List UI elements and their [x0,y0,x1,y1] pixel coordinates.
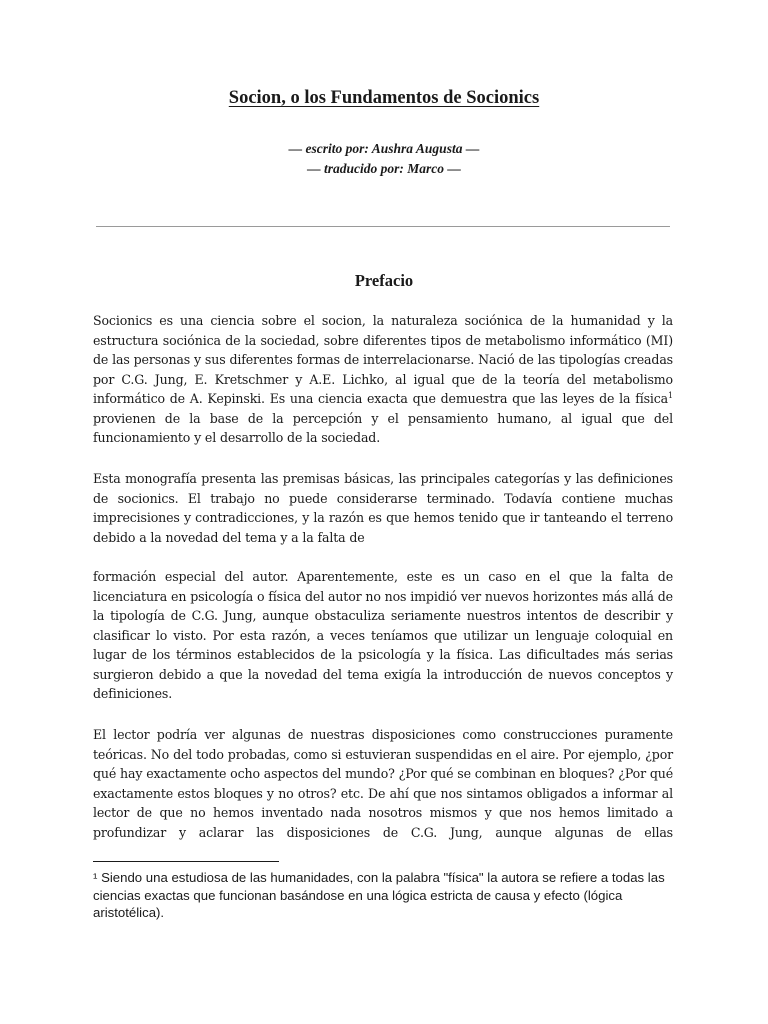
horizontal-divider [96,226,670,227]
footnote-marker: ¹ [93,870,98,885]
byline-translator: — traducido por: Marco — [307,161,461,176]
footnote-reference[interactable]: 1 [668,390,673,400]
section-heading: Prefacio [354,271,414,290]
byline-author: — escrito por: Aushra Augusta — [288,141,480,156]
paragraph-2: Esta monografía presenta las premisas básicas, las principales categorías y las definiciones de socionics. El trabajo no puede considerarse terminado. Todavía contiene muchas imprecisiones y contradicciones, y la razón es que hemos tenido que ir tanteando el terreno debido a la novedad del tema y a la falta de [93,471,673,545]
document-title: Socion, o los Fundamentos de Socionics [228,88,540,108]
paragraph-1-text-end: provienen de la base de la percepción y el pensamiento humano, al igual que del funcionamiento y el desarrollo de la sociedad. [93,410,673,445]
paragraph-3: formación especial del autor. Aparentemente, este es un caso en el que la falta de licenciatura en psicología o física del autor no nos impidió ver nuevos horizontes más allá de la tipología de C.G. Jung, aunque obstaculiza seriamente nuestros intentos de describir y clasificar lo visto. Por esta razón, a veces teníamos que utilizar un lenguaje coloquial en lugar de los términos establecidos de la psicología y la física. Las dificultades más serias surgieron debido a que la novedad del tema exigía la introducción de nuevos conceptos y definiciones. [93,569,673,701]
paragraph-4: El lector podría ver algunas de nuestras disposiciones como construcciones puramente teóricas. No del todo probadas, como si estuvieran suspendidas en el aire. Por ejemplo, ¿por qué hay exactamente ocho aspectos del mundo? ¿Por qué se combinan en bloques? ¿Por qué exactamente estos bloques y no otros? etc. De ahí que nos sintamos obligados a informar al lector de que no hemos inventado nada nosotros mismos y que nos hemos limitado a profundizar y aclarar las disposiciones de C.G. Jung, aunque algunas de ellas [93,727,673,840]
paragraph-1-text-start: Socionics es una ciencia sobre el socion, la naturaleza sociónica de la humanidad y la estructura sociónica de la sociedad, sobre diferentes tipos de metabolismo informático (MI) de las personas y sus diferentes formas de interrelacionarse. Nació de las tipologías creadas por C.G. Jung, E. Kretschmer y A.E. Lichko, al igual que de la teoría del metabolismo informático de A. Kepinski. Es una ciencia exacta que demuestra que las leyes de la física [93,313,673,406]
footnote-text: Siendo una estudiosa de las humanidades, con la palabra "física" la autora se refiere a todas las ciencias exactas que funcionan basándose en una lógica estricta de causa y efecto (lógica aristotélica). [93,870,665,920]
footnote-divider [93,861,279,862]
footnote [93,869,673,922]
paragraph-1 [93,311,673,448]
